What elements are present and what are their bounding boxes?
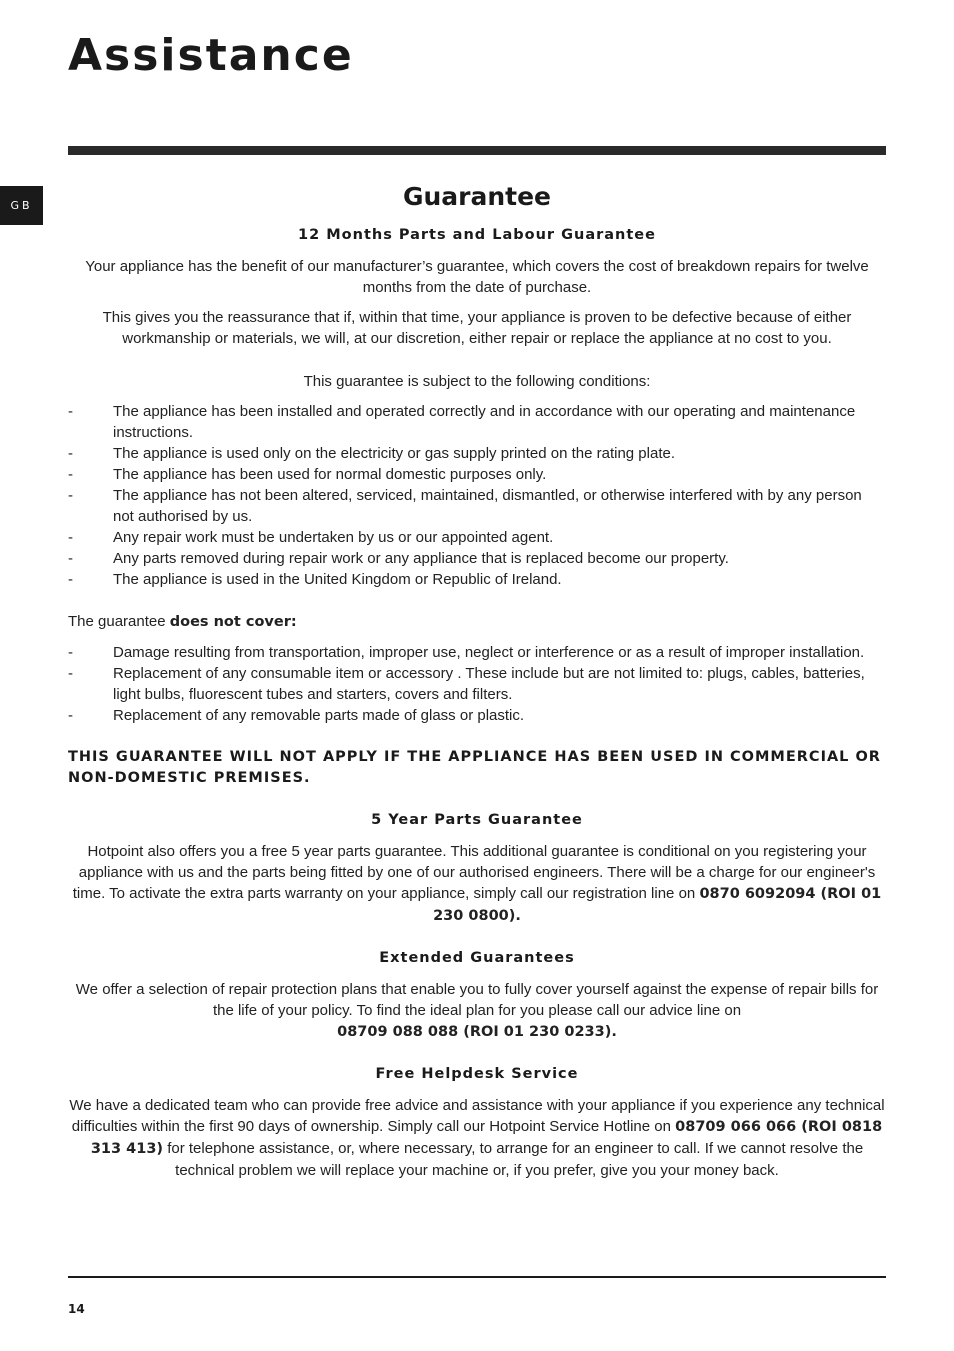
page-title: Assistance xyxy=(68,30,354,81)
list-item xyxy=(68,527,886,548)
list-item xyxy=(68,642,886,663)
extended-title: Extended Guarantees xyxy=(379,950,575,966)
dash-bullet: - xyxy=(68,403,73,420)
dash-bullet: - xyxy=(68,466,73,483)
page-number: 14 xyxy=(68,1302,85,1316)
registration-phone: 0870 6092094 (ROI 01 230 0800). xyxy=(433,886,882,924)
not-cover-heading xyxy=(68,611,886,633)
condition-text: The appliance has not been altered, serviced, maintained, dismantled, or otherwise interfered with by any person not authorised by us. xyxy=(113,487,862,525)
extended-text: We offer a selection of repair protection plans that enable you to fully cover yourself against the expense of repair bills for the life of your policy. To find the ideal plan for you please call our advice line on xyxy=(75,981,879,1019)
top-divider xyxy=(68,146,886,155)
extended-paragraph xyxy=(68,979,886,1043)
five-year-title: 5 Year Parts Guarantee xyxy=(371,812,583,828)
five-year-text: Hotpoint also offers you a free 5 year parts guarantee. This additional guarantee is conditional on you registering your appliance with us and the parts being fitted by one of our authorised engineers. There will be a charge for our engineer's time. To activate the extra parts warranty on your appliance, simply call our registration line on xyxy=(72,843,876,902)
helpdesk-title: Free Helpdesk Service xyxy=(375,1066,579,1082)
exclusion-text: Replacement of any removable parts made of glass or plastic. xyxy=(113,707,525,724)
five-year-paragraph xyxy=(68,841,886,927)
dash-bullet: - xyxy=(68,445,73,462)
dash-bullet: - xyxy=(68,550,73,567)
exclusion-text: Damage resulting from transportation, improper use, neglect or interference or as a result of improper installation. xyxy=(113,644,865,661)
list-item xyxy=(68,443,886,464)
exclusion-text: Replacement of any consumable item or accessory . These include but are not limited to: plugs, cables, batteries, light bulbs, fluorescent tubes and starters, covers and filters. xyxy=(113,665,865,703)
condition-text: The appliance is used in the United Kingdom or Republic of Ireland. xyxy=(113,571,562,588)
dash-bullet: - xyxy=(68,571,73,588)
exclusions-list xyxy=(68,642,886,726)
hotline-phone: 08709 066 066 (ROI 0818 313 413) xyxy=(90,1119,883,1157)
conditions-intro: This guarantee is subject to the following conditions: xyxy=(303,373,651,390)
bottom-divider xyxy=(68,1276,886,1278)
helpdesk-paragraph xyxy=(68,1095,886,1181)
dash-bullet: - xyxy=(68,665,73,682)
dash-bullet: - xyxy=(68,707,73,724)
guarantee-paragraph-2: This gives you the reassurance that if, within that time, your appliance is proven to be defective because of either workmanship or materials, we will, at our discretion, either repair or replace the appliance at no cost to you. xyxy=(102,309,852,347)
condition-text: The appliance has been used for normal domestic purposes only. xyxy=(113,466,547,483)
not-cover-bold: does not cover: xyxy=(169,614,297,630)
dash-bullet: - xyxy=(68,487,73,504)
condition-text: The appliance is used only on the electricity or gas supply printed on the rating plate. xyxy=(113,445,676,462)
guarantee-subtitle: 12 Months Parts and Labour Guarantee xyxy=(298,227,656,243)
helpdesk-text-after: for telephone assistance, or, where necessary, to arrange for an engineer to call. If we cannot resolve the technical problem we will replace your machine or, if you prefer, give you your money back. xyxy=(163,1140,864,1179)
list-item xyxy=(68,464,886,485)
language-tab-label: GB xyxy=(10,199,33,212)
advice-phone: 08709 088 088 (ROI 01 230 0233). xyxy=(337,1024,617,1040)
helpdesk-text-before: We have a dedicated team who can provide free advice and assistance with your appliance if you experience any technical difficulties within the first 90 days of ownership. Simply call our Hotpoint Service Hotline on xyxy=(69,1097,885,1135)
conditions-list xyxy=(68,401,886,590)
condition-text: Any parts removed during repair work or any appliance that is replaced become our property. xyxy=(113,550,729,567)
list-item xyxy=(68,705,886,726)
condition-text: Any repair work must be undertaken by us or our appointed agent. xyxy=(113,529,554,546)
list-item xyxy=(68,569,886,590)
dash-bullet: - xyxy=(68,644,73,661)
list-item xyxy=(68,663,886,705)
commercial-use-warning: THIS GUARANTEE WILL NOT APPLY IF THE APPLIANCE HAS BEEN USED IN COMMERCIAL OR NON-DOMESTIC PREMISES. xyxy=(68,749,881,786)
condition-text: The appliance has been installed and operated correctly and in accordance with our operating and maintenance instructions. xyxy=(113,403,856,441)
list-item xyxy=(68,548,886,569)
language-tab xyxy=(0,186,43,225)
guarantee-title: Guarantee xyxy=(402,182,552,211)
dash-bullet: - xyxy=(68,529,73,546)
not-cover-prefix: The guarantee xyxy=(68,613,170,630)
list-item xyxy=(68,401,886,443)
list-item xyxy=(68,485,886,527)
main-content xyxy=(68,176,886,1181)
guarantee-paragraph-1: Your appliance has the benefit of our manufacturer’s guarantee, which covers the cost of breakdown repairs for twelve months from the date of purchase. xyxy=(85,258,869,296)
